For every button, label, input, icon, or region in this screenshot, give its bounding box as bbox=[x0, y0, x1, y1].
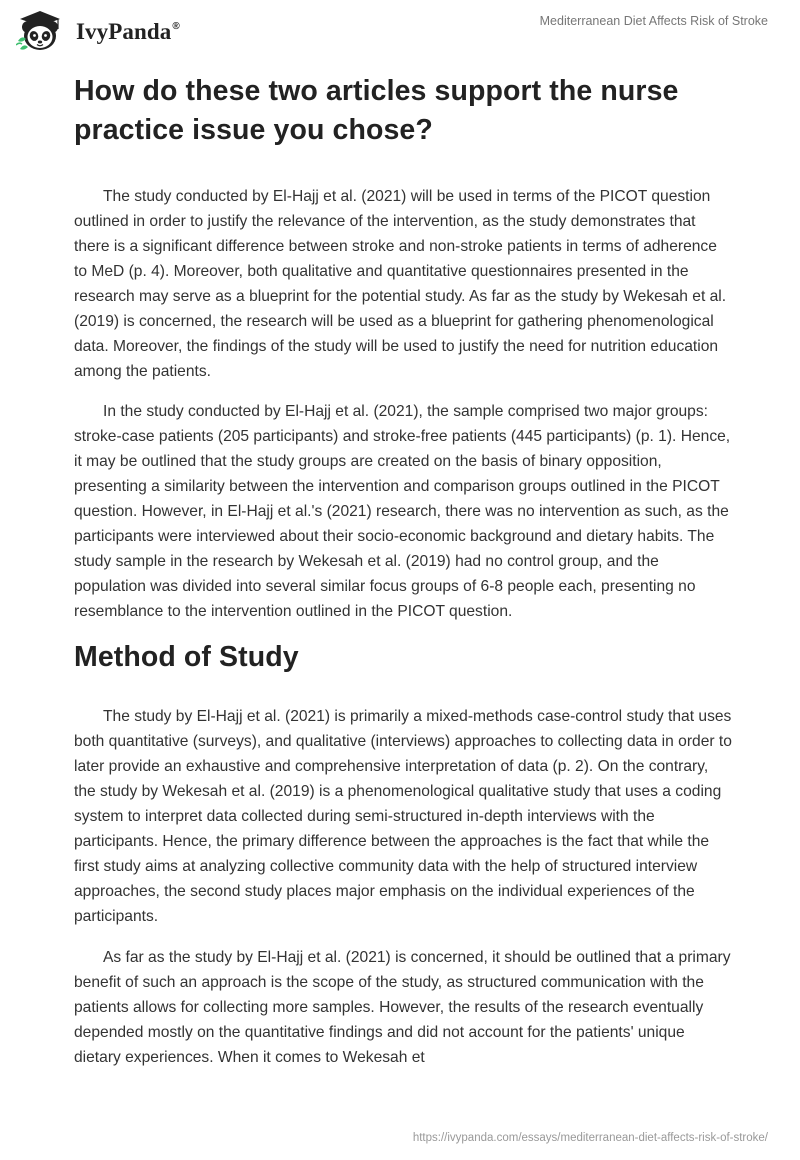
paragraph: The study by El-Hajj et al. (2021) is primarily a mixed-methods case-control study that uses both quantitative (surveys), and qualitative (interviews) approaches to collecting data in order to later provide an exhaustive and comprehensive interpretation of data (p. 2). On the contrary, the study by Wekesah et al. (2019) is a phenomenological qualitative study that uses a coding system to interpret data collected during semi-structured in-depth interviews with the participants. Hence, the primary difference between the approaches is the fact that while the first study aims at analyzing collective community data with the help of structured interview approaches, the second study places major emphasis on the individual experiences of the participants. bbox=[74, 708, 732, 925]
logo-wordmark: IvyPanda bbox=[76, 19, 172, 44]
panda-graduate-icon bbox=[16, 9, 68, 53]
paragraph: In the study conducted by El-Hajj et al. (2021), the sample comprised two major groups: stroke-case patients (205 participants) and stroke-free patients (445 participants) (p. 1). Hence, it may be outlined that the study groups are created on the basis of binary opposition, presenting a similarity between the intervention and comparison groups outlined in the PICOT question. However, in El-Hajj et al.'s (2021) research, there was no intervention as such, as the participants were interviewed about their socio-economic background and dietary habits. The study sample in the research by Wekesah et al. (2019) had no control group, and the population was divided into several similar focus groups of 6-8 people each, presenting no resemblance to the intervention outlined in the PICOT question. bbox=[74, 403, 731, 620]
page-header bbox=[0, 0, 800, 56]
paragraph: The study conducted by El-Hajj et al. (2021) will be used in terms of the PICOT question outlined in order to justify the relevance of the intervention, as the study demonstrates that there is a significant difference between stroke and non-stroke patients in terms of adherence to MeD (p. 4). Moreover, both qualitative and quantitative questionnaires presented in the research may serve as a blueprint for the potential study. As far as the study by Wekesah et al. (2019) is concerned, the research will be used as a blueprint for gathering phenomenological data. Moreover, the findings of the study will be used to justify the need for nutrition education among the patients. bbox=[74, 188, 727, 380]
logo-text bbox=[76, 19, 180, 45]
footer-url-link[interactable]: https://ivypanda.com/essays/mediterranean-diet-affects-risk-of-stroke/ bbox=[412, 1132, 768, 1144]
article-body bbox=[74, 70, 734, 1070]
section-heading-method: Method of Study bbox=[74, 641, 299, 673]
running-title: Mediterranean Diet Affects Risk of Stroke bbox=[539, 14, 768, 28]
paragraph: As far as the study by El-Hajj et al. (2021) is concerned, it should be outlined that a primary benefit of such an approach is the scope of the study, as structured communication with the patients allows for collecting more samples. However, the results of the research eventually depended mostly on the quantitative findings and did not account for the patients' unique dietary experiences. When it comes to Wekesah et bbox=[74, 949, 731, 1066]
section-heading-support: How do these two articles support the nurse practice issue you chose? bbox=[74, 75, 679, 146]
registered-mark: ® bbox=[172, 21, 180, 32]
ivypanda-logo[interactable] bbox=[16, 9, 180, 53]
